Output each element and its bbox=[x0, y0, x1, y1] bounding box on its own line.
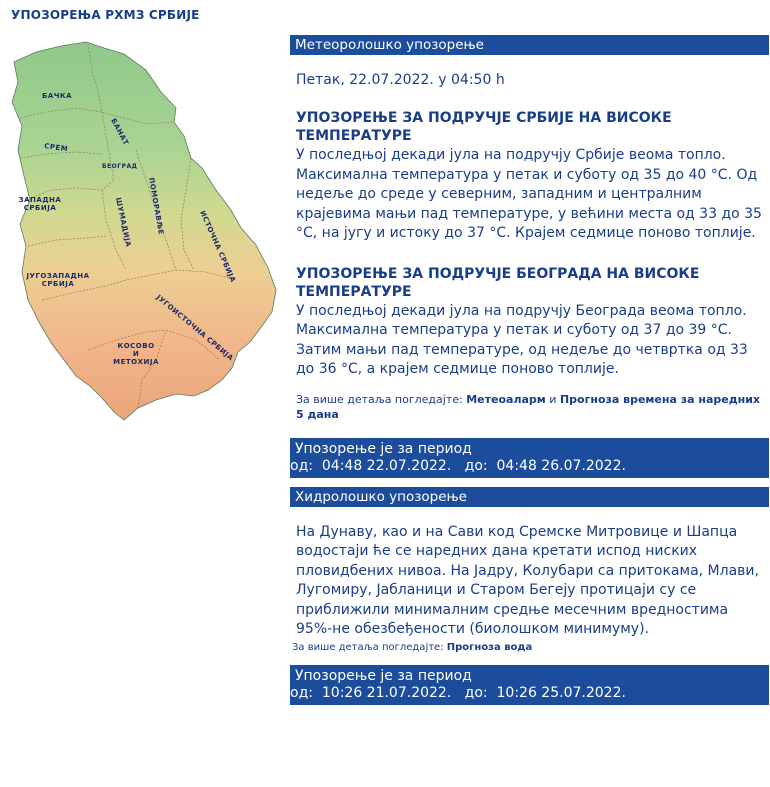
more-prefix: За више детаља погледајте: bbox=[296, 392, 463, 406]
meteo-more-details bbox=[296, 392, 763, 422]
hydro-header: Хидролошко упозорење bbox=[290, 487, 769, 507]
water-forecast-link[interactable]: Прогноза вода bbox=[446, 641, 533, 653]
period-from: 10:26 21.07.2022. bbox=[321, 685, 452, 701]
map-label-jugozapadna-srbija-line2: СРБИЈА bbox=[41, 280, 75, 288]
warning-text: У последњој декади јула на подручју Београда веома топло. Максимална температура у петак и суботу од 37 до 39 °C. Затим мањи пад температуре, од недеље до четвртка од 33 до 36 °C, а крајем седмице поново топлије. bbox=[296, 302, 748, 377]
more-prefix: За више детаља погледајте: bbox=[292, 641, 444, 653]
map-label-kosovo-line2: И bbox=[132, 350, 140, 358]
meteo-header: Метеоролошко упозорење bbox=[290, 35, 769, 55]
period-to: 04:48 26.07.2022. bbox=[496, 458, 626, 474]
warnings-panel bbox=[290, 35, 769, 705]
serbia-regions-map[interactable] bbox=[6, 40, 282, 430]
period-title: Упозорење је за период bbox=[295, 667, 472, 684]
map-label-zapadna-srbija-line1[interactable]: ЗАПАДНА bbox=[18, 196, 62, 204]
warning-belgrade bbox=[296, 265, 763, 380]
map-label-istocna-srbija[interactable]: ИСТОЧНА СРБИЈА bbox=[198, 209, 238, 284]
warning-title: УПОЗОРЕЊЕ ЗА ПОДРУЧЈЕ СРБИЈЕ НА ВИСОКЕ ТЕМПЕРАТУРЕ bbox=[296, 110, 672, 144]
period-to-label: до: bbox=[464, 685, 488, 701]
period-to-label: до: bbox=[464, 458, 488, 474]
map-label-backa[interactable]: БАЧКА bbox=[42, 92, 73, 100]
more-and: и bbox=[549, 392, 557, 406]
period-from: 04:48 22.07.2022. bbox=[321, 458, 452, 474]
meteoalarm-link[interactable]: Метеоаларм bbox=[466, 392, 546, 406]
map-label-beograd[interactable]: БЕОГРАД bbox=[102, 163, 138, 170]
warning-text: У последњој декади јула на подручју Србије веома топло. Максимална температура у петак и суботу од 35 до 40 °C. Од недеље до среде у северним, западним и централним крајевима мањи пад температуре, у већини места од 33 до 35 °C, на југу и истоку до 37 °C. Крајем седмице поново топлије. bbox=[296, 147, 762, 241]
map-label-kosovo-line1[interactable]: КОСОВО bbox=[117, 342, 155, 350]
period-to: 10:26 25.07.2022. bbox=[496, 685, 626, 701]
hydro-text: На Дунаву, као и на Сави код Сремске Митровице и Шапца водостаји ће се наредних дана кретати испод ниских пловидбених нивоа. На Јадру, Колубари са притокама, Млави, Лугомиру, Јабланици и Старом Бегеју протицаји су се приближили минималним средње месечним вредностима 95%-не обезбеђености (биолошком минимуму). bbox=[296, 523, 759, 637]
period-range bbox=[290, 458, 769, 476]
period-from-label: од: bbox=[290, 458, 313, 474]
map-label-banat[interactable]: БАНАТ bbox=[109, 117, 131, 147]
map-label-jugozapadna-srbija-line1[interactable]: ЈУГОЗАПАДНА bbox=[26, 272, 90, 280]
period-range bbox=[290, 685, 769, 703]
map-label-jugoistocna-srbija[interactable]: ЈУГОИСТОЧНА СРБИЈА bbox=[154, 293, 235, 363]
warning-title: УПОЗОРЕЊЕ ЗА ПОДРУЧЈЕ БЕОГРАДА НА ВИСОКЕ ТЕМПЕРАТУРЕ bbox=[296, 265, 700, 300]
map-label-pomoravlje[interactable]: ПОМОРАВЉЕ bbox=[147, 176, 165, 236]
period-from-label: од: bbox=[290, 685, 313, 701]
period-title: Упозорење је за период bbox=[295, 440, 472, 457]
map-label-sumadija[interactable]: ШУМАДИЈА bbox=[114, 196, 133, 248]
meteo-date: Петак, 22.07.2022. у 04:50 h bbox=[296, 72, 505, 88]
forecast-5-days-link[interactable]: Прогноза времена за наредних 5 дана bbox=[296, 392, 761, 421]
warning-serbia bbox=[296, 109, 763, 244]
hydro-period bbox=[290, 665, 769, 705]
map-label-kosovo-line3: МЕТОХИЈА bbox=[113, 358, 159, 366]
hydro-more-details bbox=[292, 642, 769, 653]
map-label-zapadna-srbija-line2: СРБИЈА bbox=[23, 204, 57, 212]
page-title: УПОЗОРЕЊА РХМЗ СРБИЈЕ bbox=[11, 8, 200, 22]
map-label-srem[interactable]: СРЕМ bbox=[43, 142, 69, 154]
meteo-period bbox=[290, 438, 769, 478]
